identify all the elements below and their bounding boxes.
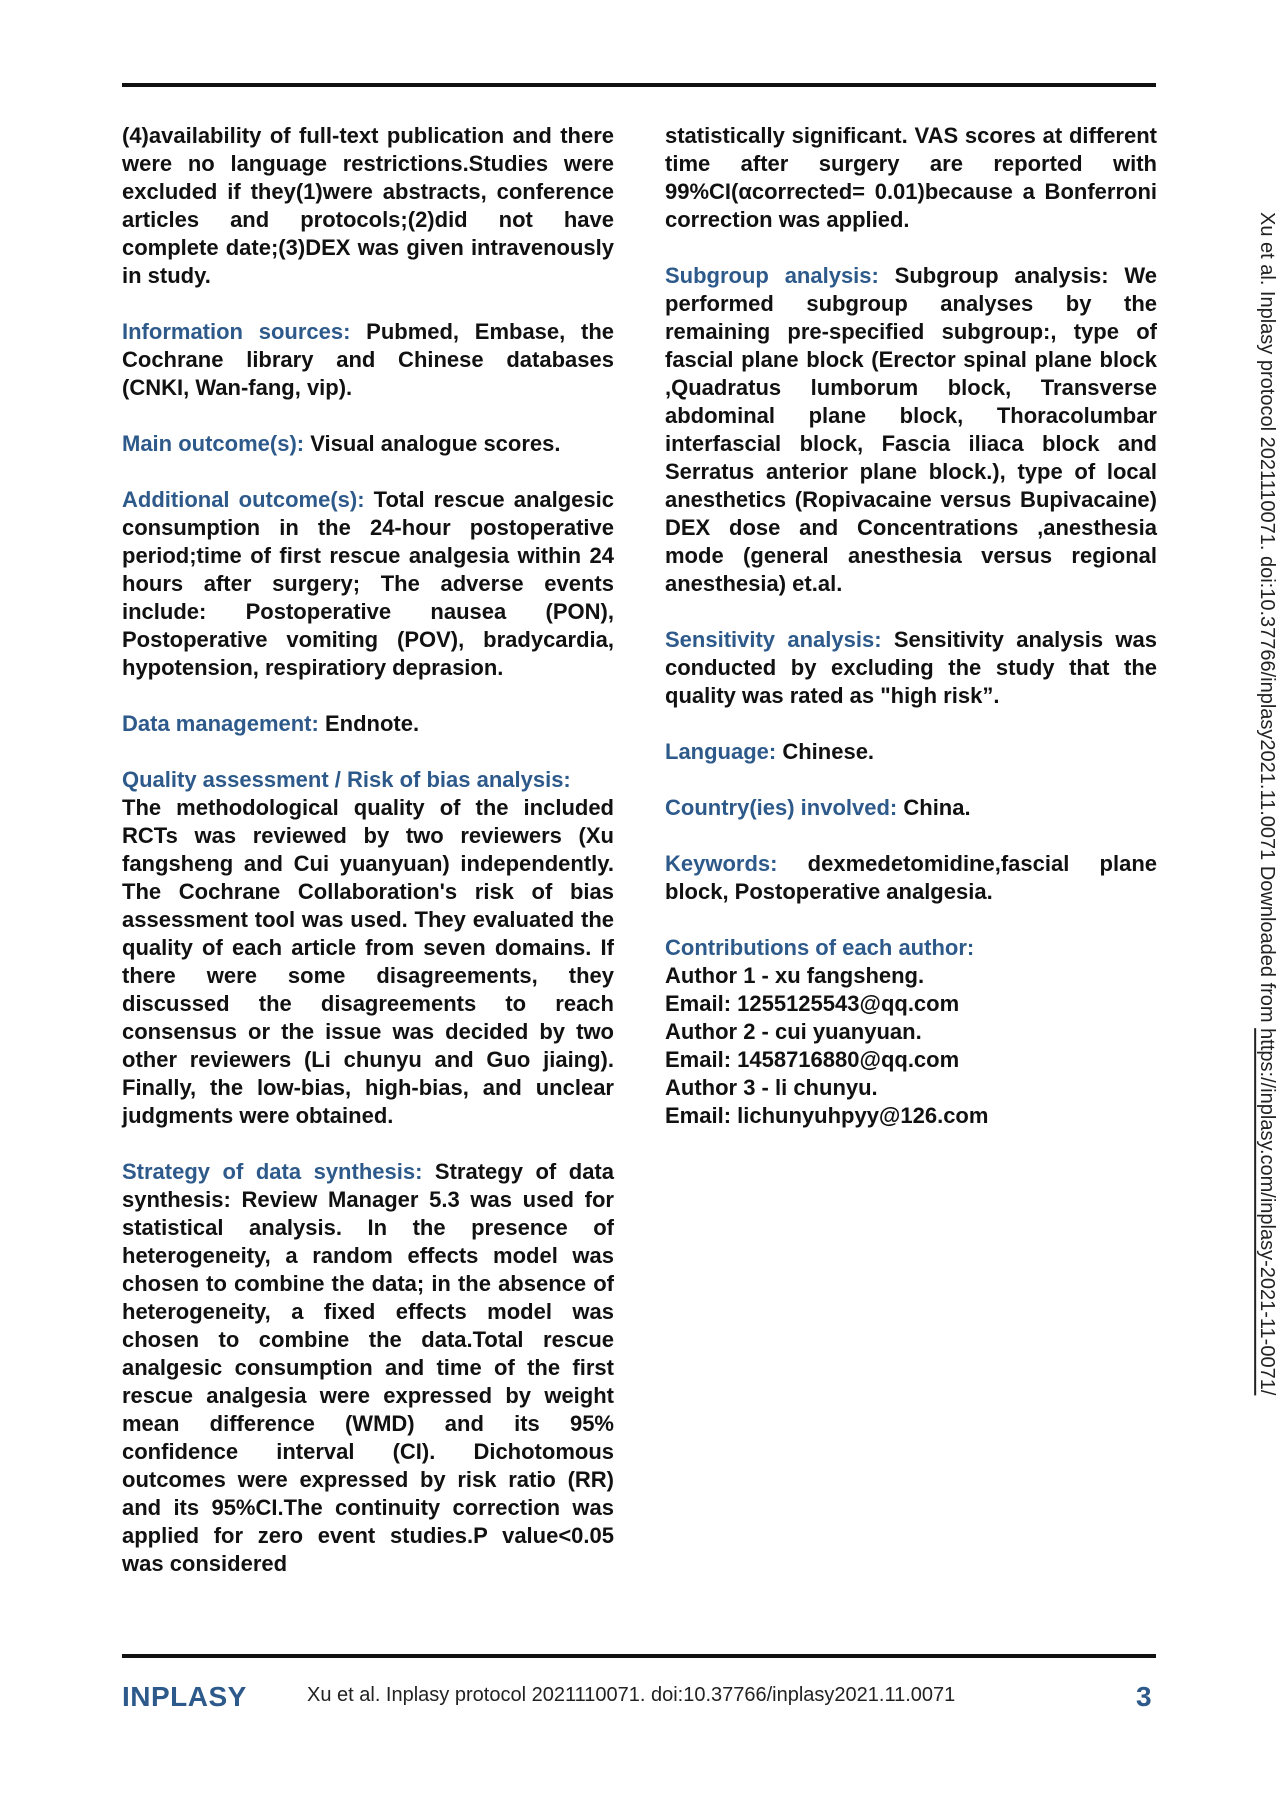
left-column [122, 122, 614, 1606]
sidebar-link[interactable]: https://inplasy.com/inplasy-2021-11-0071/ [1256, 1028, 1278, 1396]
subgroup-analysis-section [665, 262, 1157, 598]
sensitivity-analysis-text: Sensitivity analysis was conducted by excluding the study that the quality was rated as "high risk”. [665, 627, 1157, 708]
top-rule [122, 83, 1156, 87]
information-sources-section [122, 318, 614, 402]
data-management-section [122, 710, 614, 738]
data-management-text: Endnote. [318, 711, 420, 736]
additional-outcome-section [122, 486, 614, 682]
right-column [665, 122, 1157, 1158]
bottom-rule [122, 1654, 1156, 1658]
language-section [665, 738, 1157, 766]
sensitivity-analysis-section [665, 626, 1157, 710]
country-text: China. [897, 795, 971, 820]
author-2-line: Author 2 - cui yuanyuan. [665, 1019, 922, 1044]
strategy-section [122, 1158, 614, 1578]
author-3-line: Author 3 - li chunyu. [665, 1075, 878, 1100]
subgroup-analysis-text: Subgroup analysis: We performed subgroup analyses by the remaining pre-specified subgroup:, type of fascial plane block (Erector spinal plane block ,Quadratus lumborum block, Transverse abdominal plane block, Thoracolumbar interfascial block, Fascia iliaca block and Serratus anterior plane block.), type of local anesthetics (Ropivacaine versus Bupivacaine) DEX dose and Concentrations ,anesthesia mode (general anesthesia versus regional anesthesia) et.al. [665, 263, 1157, 596]
additional-outcome-heading: Additional outcome(s): [122, 487, 365, 512]
quality-assessment-heading: Quality assessment / Risk of bias analysis: [122, 767, 571, 792]
language-heading: Language: [665, 739, 777, 764]
exclusion-criteria-paragraph: (4)availability of full-text publication and there were no language restrictions.Studies were excluded if they(1)were abstracts, conference articles and protocols;(2)did not have complete date;(3)DEX was given intravenously in study. [122, 123, 614, 288]
footer-brand: INPLASY [122, 1681, 247, 1712]
main-outcome-heading: Main outcome(s): [122, 431, 305, 456]
keywords-heading: Keywords: [665, 851, 778, 876]
author-2-email: Email: 1458716880@qq.com [665, 1047, 960, 1072]
sidebar-citation: Xu et al. Inplasy protocol 2021110071. doi:10.37766/inplasy2021.11.0071 Downloaded from [1256, 212, 1278, 1029]
strategy-text: Strategy of data synthesis: Review Manager 5.3 was used for statistical analysis. In the presence of heterogeneity, a random effects model was chosen to combine the data; in the absence of heterogeneity, a fixed effects model was chosen to combine the data.Total rescue analgesic consumption and time of the first rescue analgesia were expressed by weight mean difference (WMD) and its 95% confidence interval (CI). Dichotomous outcomes were expressed by risk ratio (RR) and its 95%CI.The continuity correction was applied for zero event studies.P value<0.05 was considered [122, 1159, 614, 1576]
language-text: Chinese. [776, 739, 875, 764]
information-sources-text: Pubmed, Embase, the Cochrane library and Chinese databases (CNKI, Wan-fang, vip). [122, 319, 614, 400]
download-sidebar [1255, 212, 1278, 1395]
keywords-section [665, 850, 1157, 906]
sensitivity-analysis-heading: Sensitivity analysis: [665, 627, 882, 652]
keywords-text: dexmedetomidine,fascial plane block, Postoperative analgesia. [665, 851, 1157, 904]
country-section [665, 794, 1157, 822]
information-sources-heading: Information sources: [122, 319, 351, 344]
quality-assessment-text: The methodological quality of the included RCTs was reviewed by two reviewers (Xu fangsheng and Cui yuanyuan) independently. The Cochrane Collaboration's risk of bias assessment tool was used. They evaluated the quality of each article from seven domains. If there were some disagreements, they discussed the disagreements to reach consensus or the issue was decided by two other reviewers (Li chunyu and Guo jiaing). Finally, the low-bias, high-bias, and unclear judgments were obtained. [122, 795, 614, 1128]
country-heading: Country(ies) involved: [665, 795, 898, 820]
author-1-line: Author 1 - xu fangsheng. [665, 963, 925, 988]
additional-outcome-text: Total rescue analgesic consumption in the 24-hour postoperative period;time of first rescue analgesia within 24 hours after surgery; The adverse events include: Postoperative nausea (PON), Postoperative vomiting (POV), bradycardia, hypotension, respiratiory deprasion. [122, 487, 614, 680]
author-1-email: Email: 1255125543@qq.com [665, 991, 960, 1016]
quality-assessment-section [122, 766, 614, 1130]
main-outcome-text: Visual analogue scores. [304, 431, 561, 456]
contributions-heading: Contributions of each author: [665, 935, 975, 960]
footer-citation: Xu et al. Inplasy protocol 2021110071. doi:10.37766/inplasy2021.11.0071 [307, 1684, 956, 1706]
strategy-heading: Strategy of data synthesis: [122, 1159, 423, 1184]
subgroup-analysis-heading: Subgroup analysis: [665, 263, 879, 288]
contributions-section [665, 934, 1157, 1130]
author-3-email: Email: lichunyuhpyy@126.com [665, 1103, 989, 1128]
statistical-significance-paragraph: statistically significant. VAS scores at different time after surgery are reported with 99%CI(αcorrected= 0.01)because a Bonferroni correction was applied. [665, 123, 1157, 232]
page-number: 3 [1136, 1681, 1152, 1712]
data-management-heading: Data management: [122, 711, 319, 736]
main-outcome-section [122, 430, 614, 458]
